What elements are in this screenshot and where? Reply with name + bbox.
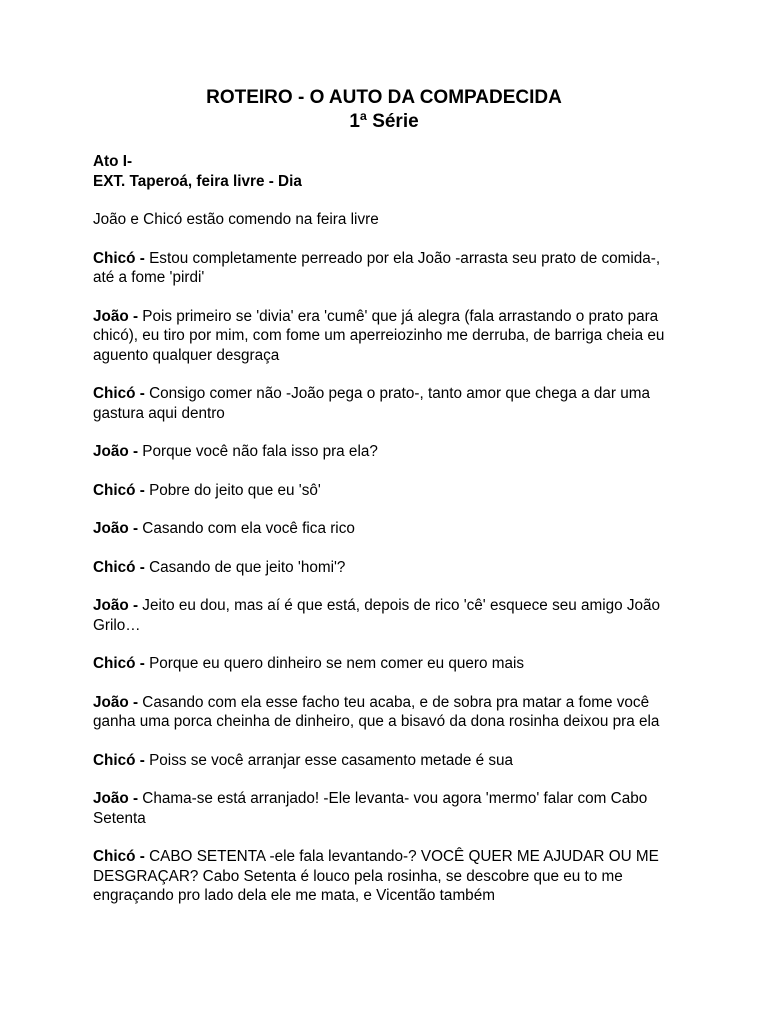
dialogue-line xyxy=(93,751,683,771)
speaker-name: João - xyxy=(93,443,139,460)
act-heading: Ato I- xyxy=(93,153,133,170)
dialogue-text: Porque você não fala isso pra ela? xyxy=(138,443,378,460)
speaker-name: João - xyxy=(93,307,139,325)
dialogue-text: Poiss se você arranjar esse casamento metade é sua xyxy=(144,751,514,769)
dialogue-line xyxy=(93,249,683,288)
speaker-name: Chicó - xyxy=(93,655,145,672)
document-subtitle: 1ª Série xyxy=(349,111,419,132)
dialogue-text: Pobre do jeito que eu 'sô' xyxy=(144,481,321,499)
dialogue-text: Casando de que jeito 'homi'? xyxy=(144,558,346,576)
speaker-name: João - xyxy=(93,790,139,807)
dialogue-line xyxy=(93,558,683,578)
speaker-name: João - xyxy=(93,597,139,614)
scene-description: João e Chicó estão comendo na feira livre xyxy=(93,211,379,228)
dialogue-text: Consigo comer não -João pega o prato-, tanto amor que chega a dar uma gastura aqui dentro xyxy=(93,385,650,422)
dialogue-line xyxy=(93,596,683,635)
dialogue-line xyxy=(93,654,683,674)
dialogue-line xyxy=(93,442,683,462)
dialogue-text: Jeito eu dou, mas aí é que está, depois de rico 'cê' esquece seu amigo João Grilo… xyxy=(93,597,661,634)
scene-location: EXT. Taperoá, feira livre - Dia xyxy=(93,172,302,190)
speaker-name: Chicó - xyxy=(93,558,145,576)
speaker-name: Chicó - xyxy=(93,385,145,402)
speaker-name: João - xyxy=(93,693,139,711)
dialogue-line xyxy=(93,481,683,501)
dialogue-line xyxy=(93,847,683,906)
dialogue-text: Casando com ela esse facho teu acaba, e de sobra pra matar a fome você ganha uma porca cheinha de dinheiro, que a bisavó da dona rosinha deixou pra ela xyxy=(93,693,660,730)
speaker-name: Chicó - xyxy=(93,481,145,499)
title-block xyxy=(0,86,768,134)
speaker-name: Chicó - xyxy=(93,848,145,865)
dialogue-line xyxy=(93,693,683,732)
script-body xyxy=(93,152,683,925)
dialogue-text: Estou completamente perreado por ela João -arrasta seu prato de comida-, até a fome 'pirdi' xyxy=(93,249,661,286)
speaker-name: Chicó - xyxy=(93,751,145,769)
dialogue-text: Casando com ela você fica rico xyxy=(138,520,355,537)
dialogue-text: Pois primeiro se 'divia' era 'cumê' que já alegra (fala arrastando o prato para chicó), eu tiro por mim, com fome um aperreiozinho me derruba, de barriga cheia eu aguento qualquer desgraça xyxy=(93,307,665,364)
dialogue-line xyxy=(93,384,683,423)
scene-heading xyxy=(93,152,683,191)
dialogue-line xyxy=(93,789,683,828)
dialogue-text: Porque eu quero dinheiro se nem comer eu quero mais xyxy=(144,655,525,672)
dialogue-line xyxy=(93,519,683,539)
dialogue-line xyxy=(93,307,683,366)
document-title: ROTEIRO - O AUTO DA COMPADECIDA xyxy=(206,87,562,108)
speaker-name: João - xyxy=(93,520,139,537)
dialogue-text: Chama-se está arranjado! -Ele levanta- vou agora 'mermo' falar com Cabo Setenta xyxy=(93,790,648,827)
dialogue-text: CABO SETENTA -ele fala levantando-? VOCÊ QUER ME AJUDAR OU ME DESGRAÇAR? Cabo Setenta é louco pela rosinha, se descobre que eu to me engraçando pro lado dela ele me mata, e Vicentão também xyxy=(93,848,659,904)
speaker-name: Chicó - xyxy=(93,249,145,267)
